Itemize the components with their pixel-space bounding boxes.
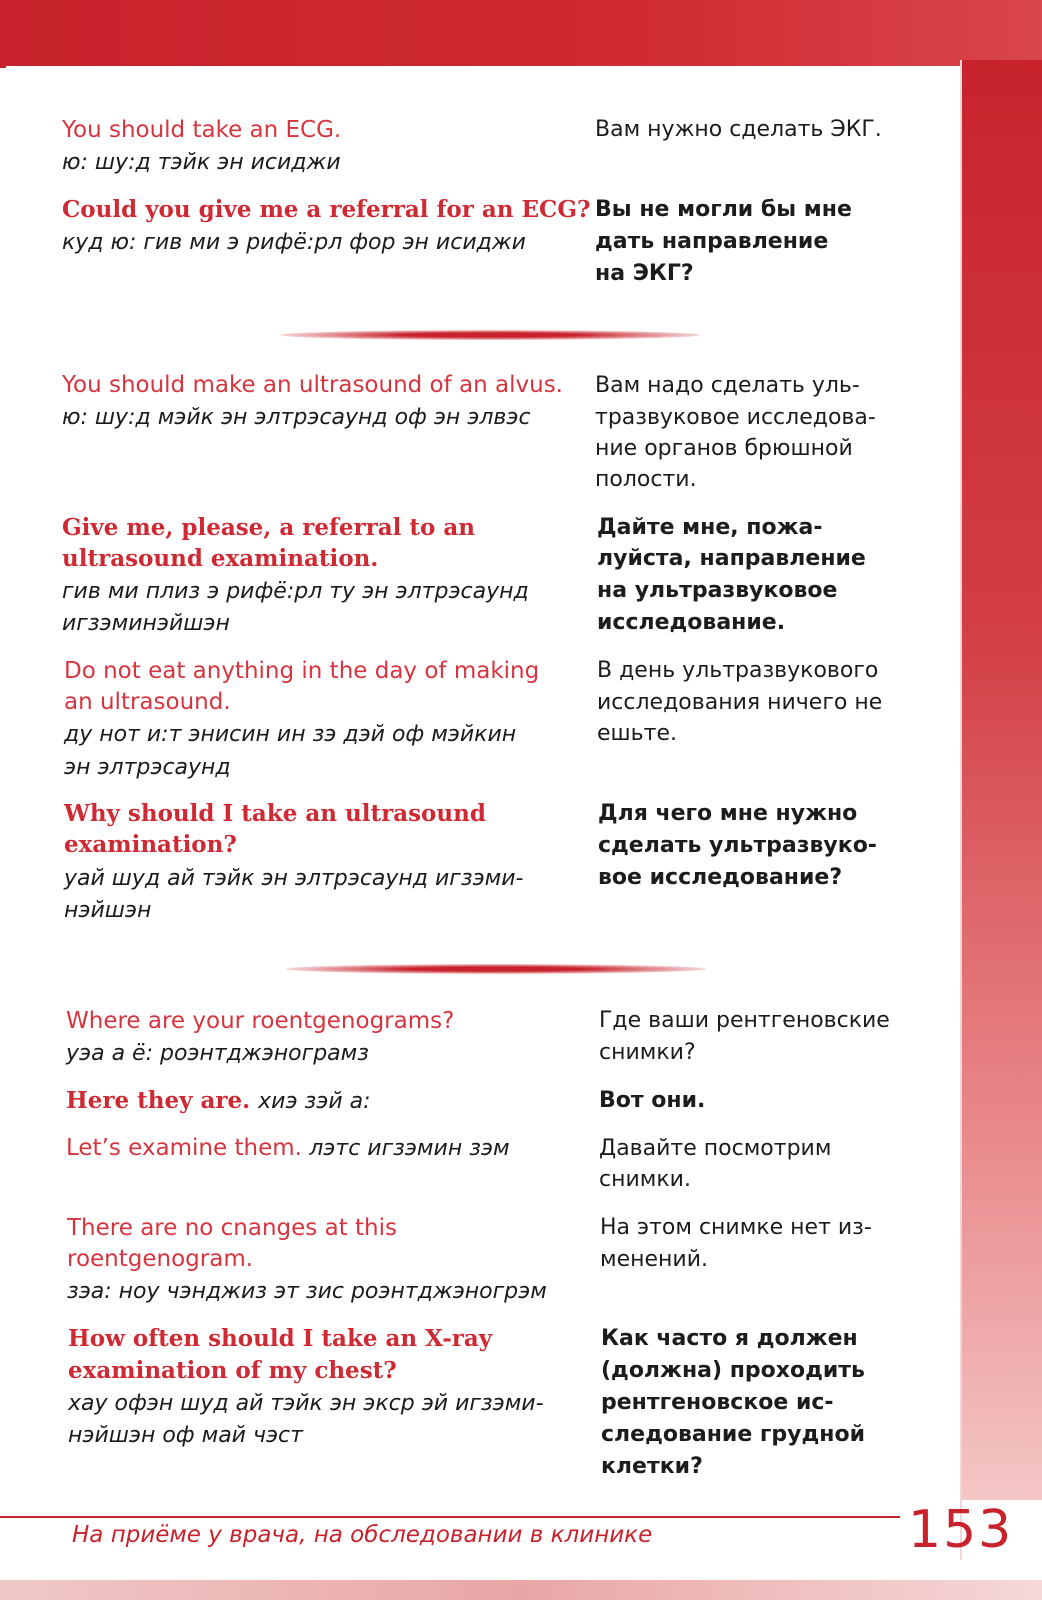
entry-russian: на ЭКГ? (595, 261, 694, 286)
page-edge (960, 60, 962, 1560)
entry-english: Why should I take an ultrasound (64, 800, 486, 827)
entry-english: roentgenogram. (67, 1246, 254, 1272)
right-red-band (960, 60, 1042, 1500)
entry-english: ultrasound examination. (62, 545, 379, 572)
entry-russian: клетки? (601, 1454, 703, 1479)
entry-transcription: гив ми плиз э рифё:рл ту эн элтрэсаунд (62, 579, 529, 604)
entry-english: Where are your roentgenograms? (66, 1008, 455, 1034)
entry-transcription: уэа а ё: роэнтджэнограмз (66, 1041, 369, 1066)
entry-english-text: Let’s examine them. (66, 1135, 302, 1161)
entry-transcription: ю: шу:д тэйк эн исиджи (62, 150, 341, 175)
entry-transcription: нэйшэн (64, 898, 152, 923)
entry-english: Could you give me a referral for an ECG? (62, 196, 591, 223)
entry-english (66, 1085, 371, 1118)
top-red-band (0, 0, 1042, 68)
bottom-band (0, 1580, 1042, 1600)
entry-transcription: ю: шу:д мэйк эн элтрэсаунд оф эн элвэс (62, 405, 531, 430)
entry-transcription: зэа: ноу чэнджиз эт зис роэнтджэногрэм (67, 1279, 547, 1304)
entry-russian: ешьте. (597, 721, 677, 746)
entry-russian: На этом снимке нет из- (600, 1215, 872, 1240)
section-divider (286, 964, 706, 974)
entry-russian: рентгеновское ис- (601, 1390, 834, 1415)
entry-russian: Вот они. (599, 1088, 706, 1113)
entry-transcription: лэтс игзэмин зэм (309, 1136, 510, 1161)
entry-russian: (должна) проходить (601, 1358, 865, 1383)
entry-russian: следование грудной (601, 1422, 865, 1447)
entry-russian: сделать ультразвуко- (598, 833, 877, 858)
entry-transcription: куд ю: гив ми э рифё:рл фор эн исиджи (62, 230, 526, 255)
entry-english: examination of my chest? (68, 1357, 397, 1384)
entry-english: Do not eat anything in the day of making (64, 658, 540, 684)
entry-russian: исследования ничего не (597, 690, 883, 715)
entry-russian: полости. (595, 467, 697, 492)
entry-russian: Для чего мне нужно (598, 801, 858, 826)
section-divider (280, 330, 700, 340)
entry-transcription: хау офэн шуд ай тэйк эн экср эй игзэми- (68, 1391, 544, 1416)
entry-russian: на ультразвуковое (597, 578, 838, 603)
entry-english-text: Here they are. (66, 1087, 251, 1114)
entry-english: You should take an ECG. (62, 117, 342, 143)
entry-russian: Вам надо сделать уль- (595, 373, 860, 398)
entry-english (66, 1132, 510, 1165)
running-footer: На приёме у врача, на обследовании в клинике (72, 1522, 653, 1548)
entry-english: You should make an ultrasound of an alvus. (62, 372, 563, 398)
entry-russian: Где ваши рентгеновские (599, 1008, 890, 1033)
entry-russian: тразвуковое исследова- (595, 405, 876, 430)
page-number: 153 (908, 1500, 1014, 1560)
entry-russian: Вы не могли бы мне (595, 197, 852, 222)
entry-english: How often should I take an X-ray (68, 1325, 493, 1352)
entry-english: examination? (64, 831, 237, 858)
entry-english: Give me, please, a referral to an (62, 514, 475, 541)
entry-transcription: нэйшэн оф май чэст (68, 1423, 303, 1448)
entry-transcription: ду нот и:т энисин ин зэ дэй оф мэйкин (64, 722, 517, 747)
entry-russian: исследование. (597, 610, 786, 635)
entry-transcription: хиэ зэй а: (258, 1089, 371, 1114)
entry-transcription: уай шуд ай тэйк эн элтрэсаунд игзэми- (64, 866, 524, 891)
entry-russian: дать направление (595, 229, 829, 254)
entry-english: an ultrasound. (64, 689, 231, 715)
entry-russian: снимки? (599, 1040, 696, 1065)
entry-russian: менений. (600, 1247, 709, 1272)
entry-russian: Вам нужно сделать ЭКГ. (595, 117, 882, 142)
entry-russian: ние органов брюшной (595, 436, 853, 461)
entry-russian: вое исследование? (598, 865, 843, 890)
entry-transcription: эн элтрэсаунд (64, 755, 231, 780)
entry-russian: В день ультразвукового (597, 658, 879, 683)
entry-russian: Дайте мне, пожа- (597, 515, 823, 540)
entry-russian: Давайте посмотрим (599, 1136, 832, 1161)
entry-russian: снимки. (599, 1167, 691, 1192)
entry-english: There are no cnanges at this (67, 1215, 397, 1241)
entry-russian: Как часто я должен (601, 1326, 858, 1351)
entry-russian: луйста, направление (597, 546, 866, 571)
entry-transcription: игзэминэйшэн (62, 611, 230, 636)
